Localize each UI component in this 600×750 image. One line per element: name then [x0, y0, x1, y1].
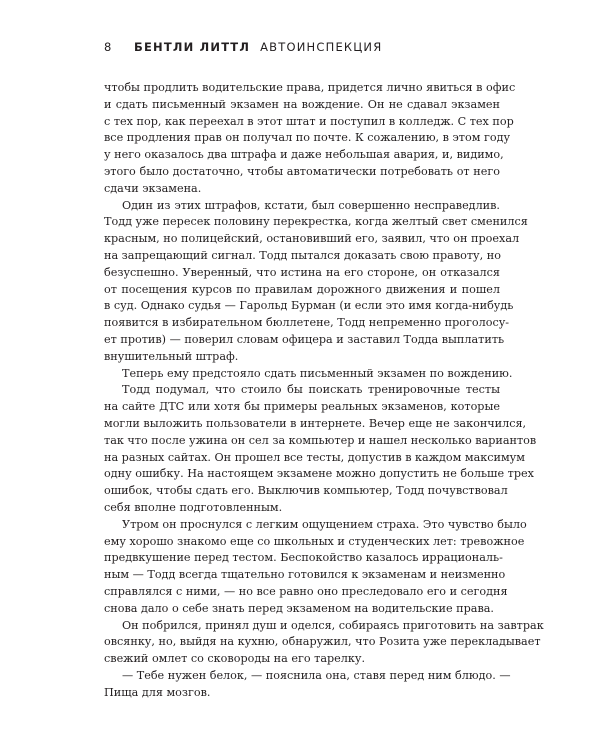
paragraph: [104, 80, 516, 198]
paragraph: [104, 618, 544, 668]
text-line: с тех пор, как переехал в этот штат и поступил в колледж. С тех пор: [104, 114, 514, 128]
text-line: от посещения курсов по правилам дорожного движения и пошел: [104, 282, 500, 296]
text-line: на разных сайтах. Он прошел все тесты, допустив в каждом максимум: [104, 450, 525, 464]
text-line: сдачи экзамена.: [104, 181, 202, 195]
text-line: Пища для мозгов.: [104, 685, 211, 699]
text-line: чтобы продлить водительские права, придется лично явиться в офис: [104, 81, 516, 94]
text-line: ему хорошо знакомо еще со школьных и студенческих лет: тревожное: [104, 534, 525, 548]
body-text: [104, 80, 544, 701]
text-line: снова дало о себе знать перед экзаменом на водительские права.: [104, 601, 494, 615]
text-line: — Тебе нужен белок, — пояснила она, ставя перед ним блюдо. —: [122, 668, 511, 682]
text-line: так что после ужина он сел за компьютер и нашел несколько вариантов: [104, 433, 537, 447]
paragraph: [104, 382, 537, 516]
text-line: одну ошибку. На настоящем экзамене можно допустить не больше трех: [104, 467, 534, 481]
text-line: справлялся с ними, — но все равно оно преследовало его и сегодня: [104, 584, 508, 598]
text-line: ошибок, чтобы сдать его. Выключив компьютер, Тодд почувствовал: [104, 484, 508, 498]
text-line: на сайте ДТС или хотя бы примеры реальных экзаменов, которые: [104, 400, 500, 414]
text-line: этого было достаточно, чтобы автоматически потребовать от него: [104, 164, 500, 178]
book-title: АВТОИНСПЕКЦИЯ: [260, 40, 383, 54]
text-line: появится в избирательном бюллетене, Тодд непременно проголосу-: [104, 316, 510, 330]
text-line: ным — Тодд всегда тщательно готовился к экзаменам и неизменно: [104, 568, 506, 582]
text-line: Он побрился, принял душ и оделся, собираясь приготовить на завтрак: [122, 618, 544, 632]
paragraph: [104, 668, 511, 702]
text-line: безуспешно. Уверенный, что истина на его стороне, он отказался: [104, 265, 500, 279]
text-line: ет против) — поверил словам офицера и заставил Тодда выплатить: [104, 332, 505, 346]
text-line: себя вполне подготовленным.: [104, 500, 283, 514]
paragraph: [104, 366, 513, 383]
page-number: 8: [104, 40, 113, 54]
text-line: свежий омлет со сковороды на его тарелку.: [104, 652, 366, 666]
text-line: могли выложить пользователи в интернете. Вечер еще не закончился,: [104, 416, 527, 430]
running-header: [104, 40, 382, 54]
paragraph: [104, 198, 528, 366]
text-line: в суд. Однако судья — Гарольд Бурман (и если это имя когда-нибудь: [104, 299, 514, 313]
author-name: БЕНТЛИ ЛИТТЛ: [134, 40, 251, 54]
text-line: все продления прав он получал по почте. К сожалению, в этом году: [104, 131, 511, 145]
text-line: у него оказалось два штрафа и даже небольшая авария, и, видимо,: [104, 148, 504, 162]
text-line: Тодд подумал, что стоило бы поискать тренировочные тесты: [122, 383, 500, 397]
text-line: на запрещающий сигнал. Тодд пытался доказать свою правоту, но: [104, 248, 501, 262]
text-line: овсянку, но, выйдя на кухню, обнаружил, что Розита уже перекладывает: [104, 635, 541, 649]
text-line: и сдать письменный экзамен на вождение. Он не сдавал экзамен: [104, 97, 500, 111]
paragraph: [104, 517, 527, 618]
text-line: Тодд уже пересек половину перекрестка, когда желтый свет сменился: [104, 215, 528, 229]
text-line: красным, но полицейский, остановивший его, заявил, что он проехал: [104, 232, 520, 246]
text-line: внушительный штраф.: [104, 349, 239, 363]
text-line: Утром он проснулся с легким ощущением страха. Это чувство было: [122, 517, 527, 531]
text-line: Теперь ему предстояло сдать письменный экзамен по вождению.: [122, 366, 513, 380]
text-line: Один из этих штрафов, кстати, был совершенно несправедлив.: [122, 198, 500, 212]
text-line: предвкушение перед тестом. Беспокойство казалось иррациональ-: [104, 551, 503, 565]
